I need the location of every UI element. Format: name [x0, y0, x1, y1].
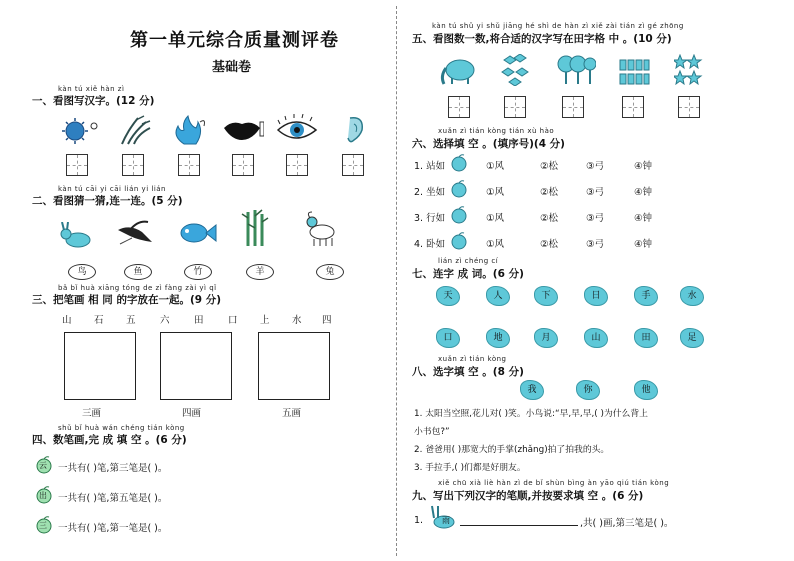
s2-word-1[interactable]: 鸟	[68, 264, 96, 280]
left-column	[30, 0, 390, 561]
s7-heading: 七、连字 成 词。(6 分)	[412, 268, 524, 280]
bottles-icon	[618, 54, 650, 86]
bird-icon	[116, 218, 156, 248]
s3-pinyin: bǎ bǐ huà xiāng tóng de zì fàng zài yì qǐ	[58, 284, 217, 292]
s6-opt[interactable]: ③弓	[586, 161, 605, 172]
s4-text: 一共有( )笔,第五笔是( )。	[58, 493, 168, 504]
s8-choice[interactable]	[576, 380, 600, 400]
s5-pinyin: kàn tú shǔ yi shǔ jiāng hé shì de hàn zì xiě zài tián zì gé zhōng	[432, 22, 684, 30]
s8-choice-char: 我	[527, 385, 537, 395]
s7-top-word[interactable]	[534, 286, 558, 306]
s4-char: 云	[39, 461, 47, 470]
s1-grid-6[interactable]	[342, 154, 364, 176]
s7-top-char: 水	[687, 291, 697, 301]
apple-icon	[450, 232, 468, 250]
s3-char: 山	[62, 315, 72, 326]
s6-opt[interactable]: ②松	[540, 187, 559, 198]
column-divider	[396, 6, 397, 556]
s7-top-char: 天	[443, 291, 453, 301]
s7-bottom-char: 田	[641, 333, 651, 343]
s3-box-three[interactable]	[64, 332, 136, 400]
mouth-icon	[222, 118, 264, 142]
s7-top-char: 人	[493, 291, 503, 301]
s1-grid-3[interactable]	[178, 154, 200, 176]
s6-label: 2. 坐如	[414, 187, 446, 198]
s3-char: 口	[228, 315, 238, 326]
s8-line-2: 小书包?”	[414, 427, 450, 437]
ear-icon	[340, 114, 370, 146]
s3-char: 田	[194, 315, 204, 326]
s8-line-3: 2. 爸爸用( )那宽大的手掌(zhǎng)拍了拍我的头。	[414, 445, 610, 455]
s5-grid-5[interactable]	[678, 96, 700, 118]
s9-pinyin: xiě chū xià liè hàn zì de bǐ shùn bìng àn yāo qiú tián kòng	[438, 479, 670, 487]
s6-opt[interactable]: ②松	[540, 239, 559, 250]
s1-pinyin: kàn tú xiě hàn zì	[58, 85, 125, 93]
s3-char: 四	[322, 315, 332, 326]
s7-top-char: 日	[591, 291, 601, 301]
s9-char: 雨	[442, 516, 450, 525]
fish-icon	[178, 218, 218, 248]
s8-heading: 八、选字填 空 。(8 分)	[412, 366, 524, 378]
s3-box-five[interactable]	[258, 332, 330, 400]
s6-opt[interactable]: ④钟	[634, 161, 653, 172]
s6-row	[414, 206, 764, 226]
s3-box-four[interactable]	[160, 332, 232, 400]
fire-icon	[170, 114, 210, 146]
s4-text: 一共有( )笔,第三笔是( )。	[58, 463, 168, 474]
s4-row-2	[32, 486, 392, 504]
s3-char: 六	[160, 315, 170, 326]
eye-icon	[276, 114, 320, 146]
s8-line-1: 1. 太阳当空照,花儿对( )笑。小鸟说:“早,早,早,( )为什么背上	[414, 409, 648, 419]
s9-number: 1.	[414, 515, 424, 526]
s7-bottom-char: 山	[591, 333, 601, 343]
rabbit-icon	[58, 222, 94, 248]
s7-bottom-char: 地	[493, 333, 503, 343]
s1-grid-1[interactable]	[66, 154, 88, 176]
s6-opt[interactable]: ①风	[486, 213, 505, 224]
sun-icon	[60, 116, 100, 146]
s6-opt[interactable]: ①风	[486, 161, 505, 172]
s8-pinyin: xuǎn zì tián kòng	[438, 355, 507, 363]
s6-opt[interactable]: ③弓	[586, 187, 605, 198]
s6-opt[interactable]: ③弓	[586, 213, 605, 224]
s3-char: 五	[126, 315, 136, 326]
s2-word-3[interactable]: 竹	[184, 264, 212, 280]
s3-box-label: 五画	[282, 408, 302, 419]
apple-icon	[450, 206, 468, 224]
s7-bottom-word[interactable]	[634, 328, 658, 348]
birds-icon	[500, 54, 530, 86]
s3-box-label: 三画	[82, 408, 102, 419]
s1-grid-4[interactable]	[232, 154, 254, 176]
s5-heading: 五、看图数一数,将合适的汉字写在田字格 中 。(10 分)	[412, 33, 672, 45]
s4-char: 出	[39, 491, 47, 500]
elephant-icon	[438, 56, 478, 86]
s2-word-5[interactable]: 兔	[316, 264, 344, 280]
bamboo-icon	[116, 114, 152, 146]
s9-answer-line[interactable]	[460, 525, 578, 526]
s7-bottom-word[interactable]	[584, 328, 608, 348]
s6-label: 3. 行如	[414, 213, 446, 224]
s8-choice[interactable]	[520, 380, 544, 400]
s4-pinyin: shǔ bǐ huà wán chéng tián kòng	[58, 424, 185, 432]
s7-bottom-word[interactable]	[436, 328, 460, 348]
rabbit-icon	[426, 504, 456, 530]
s4-heading: 四、数笔画,完 成 填 空 。(6 分)	[32, 434, 187, 446]
bamboo-stalks-icon	[240, 208, 270, 248]
s8-choice-char: 你	[583, 385, 593, 395]
s5-grid-4[interactable]	[622, 96, 644, 118]
s9-tail: ,共( )画,第三笔是( )。	[580, 518, 674, 529]
s5-grid-1[interactable]	[448, 96, 470, 118]
s6-row	[414, 154, 764, 174]
s6-opt[interactable]: ①风	[486, 187, 505, 198]
page-title: 第一单元综合质量测评卷	[130, 30, 339, 51]
s2-heading: 二、看图猜一猜,连一连。(5 分)	[32, 195, 183, 207]
s7-bottom-word[interactable]	[534, 328, 558, 348]
s3-char: 水	[292, 315, 302, 326]
s4-row-3	[32, 516, 392, 534]
s6-opt[interactable]: ④钟	[634, 187, 653, 198]
s4-text: 一共有( )笔,第一笔是( )。	[58, 523, 168, 534]
s7-bottom-word[interactable]	[680, 328, 704, 348]
page-subtitle: 基础卷	[212, 60, 252, 75]
s9-heading: 九、写出下列汉字的笔顺,并按要求填 空 。(6 分)	[412, 490, 644, 502]
s3-char: 上	[260, 315, 270, 326]
s6-opt[interactable]: ③弓	[586, 239, 605, 250]
s6-opt[interactable]: ②松	[540, 161, 559, 172]
s2-pinyin: kàn tú cāi yi cāi lián yi lián	[58, 185, 166, 193]
s7-bottom-char: 足	[687, 333, 697, 343]
stars-icon	[674, 54, 706, 86]
s6-opt[interactable]: ①风	[486, 239, 505, 250]
trees-icon	[556, 54, 596, 86]
s1-grid-5[interactable]	[286, 154, 308, 176]
s1-grid-2[interactable]	[122, 154, 144, 176]
s6-pinyin: xuǎn zì tián kòng tián xù hào	[438, 127, 555, 135]
s5-grid-2[interactable]	[504, 96, 526, 118]
s4-char: 三	[39, 521, 47, 530]
s4-row-1	[32, 456, 392, 474]
s3-heading: 三、把笔画 相 同 的字放在一起。(9 分)	[32, 294, 222, 306]
s6-row	[414, 180, 764, 200]
s6-label: 4. 卧如	[414, 239, 446, 250]
s2-word-4[interactable]: 羊	[246, 264, 274, 280]
s6-heading: 六、选择填 空 。(填序号)(4 分)	[412, 138, 565, 150]
s5-grid-3[interactable]	[562, 96, 584, 118]
apple-icon	[450, 180, 468, 198]
s6-label: 1. 站如	[414, 161, 446, 172]
s6-row	[414, 232, 764, 252]
s8-line-4: 3. 手拉手,( )们都是好朋友。	[414, 463, 526, 473]
s6-opt[interactable]: ④钟	[634, 213, 653, 224]
s1-heading: 一、看图写汉字。(12 分)	[32, 95, 155, 107]
s7-bottom-word[interactable]	[486, 328, 510, 348]
s8-choice-char: 他	[641, 385, 651, 395]
s7-top-word[interactable]	[486, 286, 510, 306]
s6-opt[interactable]: ②松	[540, 213, 559, 224]
apple-icon	[450, 154, 468, 172]
right-column	[412, 0, 772, 561]
s7-top-word[interactable]	[680, 286, 704, 306]
s7-top-char: 下	[541, 291, 551, 301]
goat-icon	[302, 210, 342, 246]
s7-bottom-char: 月	[541, 333, 551, 343]
s8-choice[interactable]	[634, 380, 658, 400]
s7-top-word[interactable]	[584, 286, 608, 306]
s7-pinyin: lián zì chéng cí	[438, 257, 499, 265]
s7-bottom-char: 口	[443, 333, 453, 343]
s7-top-word[interactable]	[634, 286, 658, 306]
s2-word-2[interactable]: 鱼	[124, 264, 152, 280]
s3-box-label: 四画	[182, 408, 202, 419]
s6-opt[interactable]: ④钟	[634, 239, 653, 250]
s7-top-word[interactable]	[436, 286, 460, 306]
s3-char: 石	[94, 315, 104, 326]
s7-top-char: 手	[641, 291, 651, 301]
